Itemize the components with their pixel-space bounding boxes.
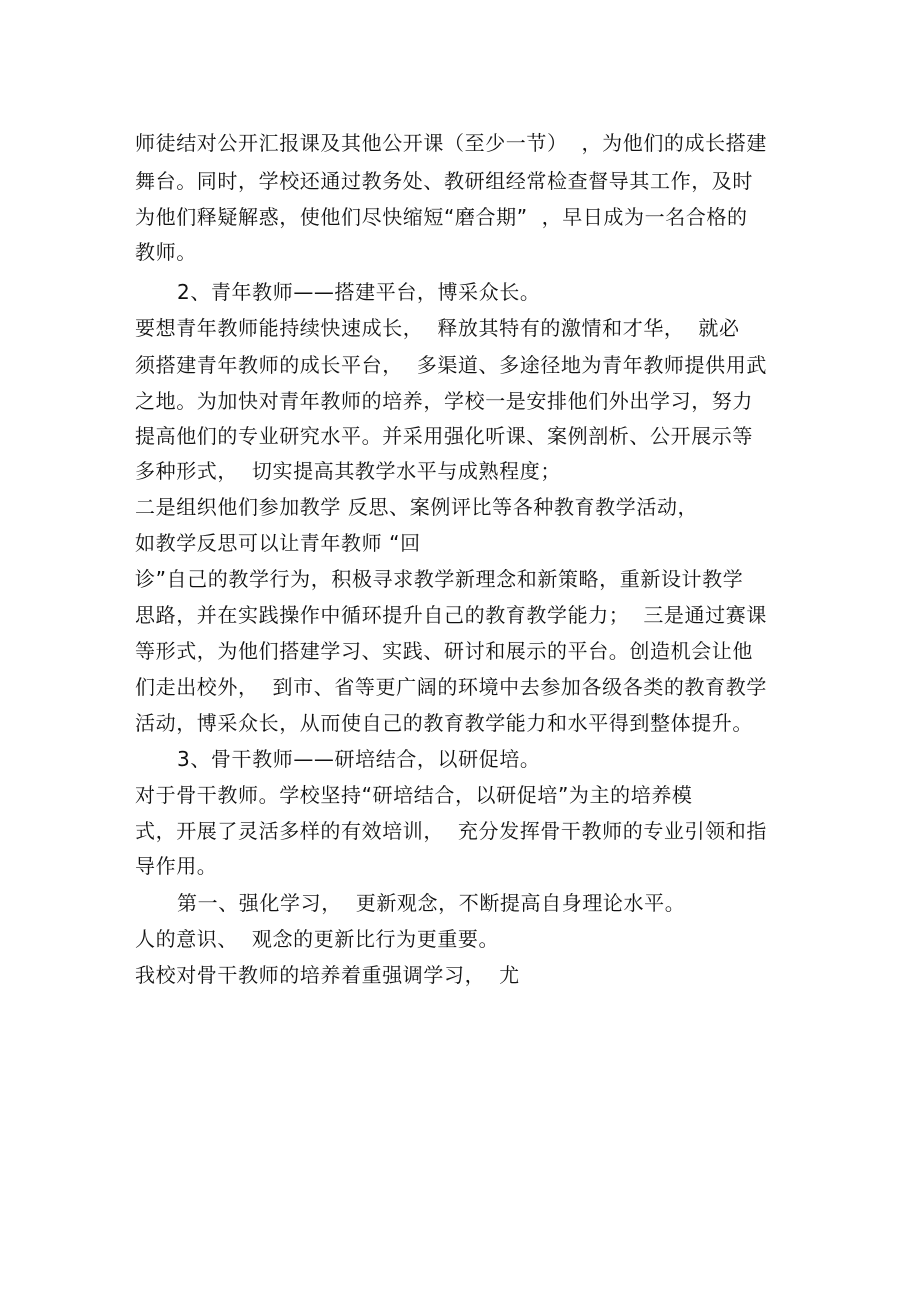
section-heading-line: 2、青年教师——搭建平台，博采众长。	[177, 280, 541, 304]
paragraph-line: 为他们释疑解惑，使他们尽快缩短“磨合期” ，早日成为一名合格的	[135, 205, 748, 229]
paragraph-line: 二是组织他们参加教学 反思、案例评比等各种教育教学活动，	[135, 495, 699, 519]
paragraph-line: 要想青年教师能持续快速成长， 释放其特有的激情和才华， 就必	[135, 316, 740, 340]
paragraph-line: 提高他们的专业研究水平。并采用强化听课、案例剖析、公开展示等	[135, 424, 753, 448]
paragraph-line: 之地。为加快对青年教师的培养，学校一是安排他们外出学习，努力	[135, 389, 753, 413]
paragraph-line: 师徒结对公开汇报课及其他公开课（至少一节） ，为他们的成长搭建	[135, 131, 767, 155]
paragraph-line: 诊”自己的教学行为，积极寻求教学新理念和新策略，重新设计教学	[135, 567, 744, 591]
section-heading-line: 3、骨干教师——研培结合，以研促培。	[177, 747, 541, 771]
paragraph-line: 式，开展了灵活多样的有效培训， 充分发挥骨干教师的专业引领和指	[135, 819, 767, 843]
paragraph-line: 须搭建青年教师的成长平台， 多渠道、多途径地为青年教师提供用武	[135, 353, 767, 377]
paragraph-line: 们走出校外， 到市、省等更广阔的环境中去参加各级各类的教育教学	[135, 675, 767, 699]
paragraph-line: 舞台。同时，学校还通过教务处、教研组经常检查督导其工作，及时	[135, 169, 753, 193]
paragraph-line: 如教学反思可以让青年教师 “回	[135, 531, 421, 555]
paragraph-line: 对于骨干教师。学校坚持“研培结合，以研促培”为主的培养模	[135, 783, 693, 807]
paragraph-line: 教师。	[135, 240, 197, 264]
paragraph-line: 导作用。	[135, 854, 218, 878]
paragraph-line: 活动，博采众长，从而使自己的教育教学能力和水平得到整体提升。	[135, 711, 753, 735]
paragraph-line: 我校对骨干教师的培养着重强调学习， 尤	[135, 963, 520, 987]
paragraph-line: 等形式，为他们搭建学习、实践、研讨和展示的平台。创造机会让他	[135, 639, 753, 663]
paragraph-line: 人的意识、 观念的更新比行为更重要。	[135, 927, 500, 951]
section-heading-line: 第一、强化学习， 更新观念，不断提高自身理论水平。	[177, 891, 686, 915]
paragraph-line: 思路，并在实践操作中循环提升自己的教育教学能力； 三是通过赛课	[135, 603, 767, 627]
paragraph-line: 多种形式， 切实提高其教学水平与成熟程度；	[135, 459, 561, 483]
